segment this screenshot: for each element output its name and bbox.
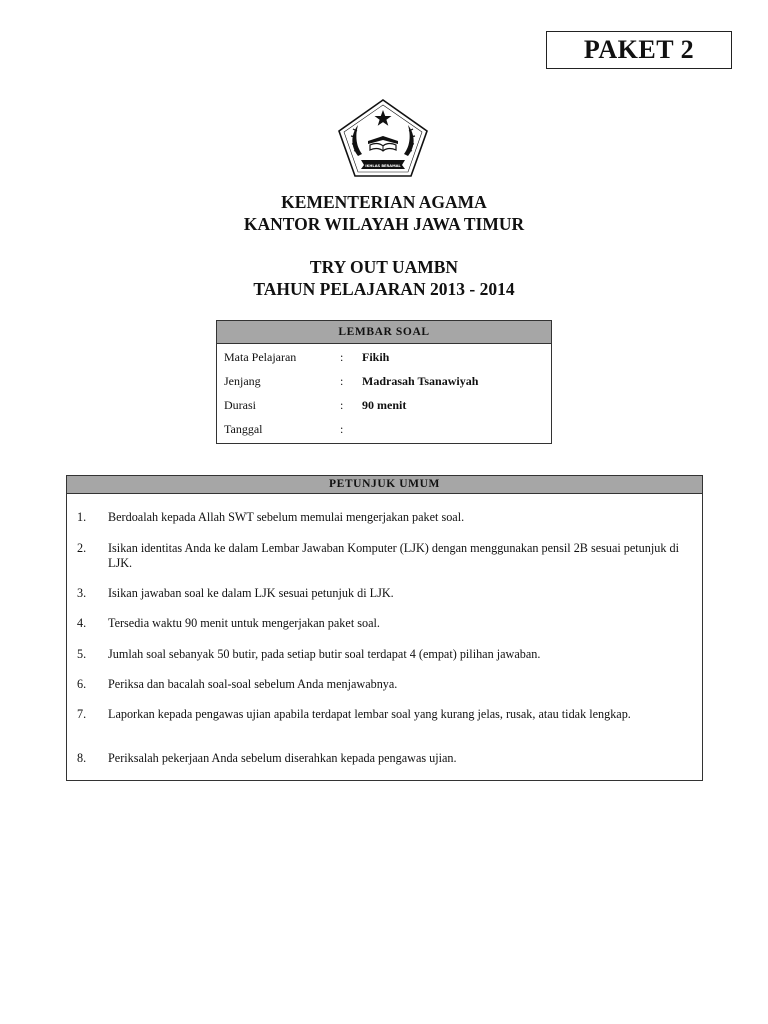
instruction-number: 3. [77,586,87,600]
info-label: Mata Pelajaran [224,350,297,364]
kementerian-agama-emblem-icon [336,98,430,178]
info-colon: : [340,350,344,364]
institution-line-1: KEMENTERIAN AGAMA [281,192,487,212]
instruction-number: 8. [77,751,87,765]
info-label: Jenjang [224,374,261,388]
instruction-text: Isikan jawaban soal ke dalam LJK sesuai petunjuk di LJK. [108,586,394,600]
paket-label: PAKET 2 [546,31,732,69]
lembar-soal-box [216,320,552,444]
instruction-text: Berdoalah kepada Allah SWT sebelum memulai mengerjakan paket soal. [108,510,465,524]
info-row-jenjang [217,369,551,393]
event-heading [0,256,768,300]
info-value: 90 menit [362,398,407,412]
info-colon: : [340,422,344,436]
instruction-text: Isikan identitas Anda ke dalam Lembar Jawaban Komputer (LJK) dengan menggunakan pensil 2B sesuai petunjuk di LJK. [108,541,679,570]
instruction-text: Jumlah soal sebanyak 50 butir, pada setiap butir soal terdapat 4 (empat) pilihan jawaban. [108,647,541,661]
info-value: Fikih [362,350,390,364]
info-label: Tanggal [224,422,263,436]
petunjuk-umum-box [66,475,703,781]
instruction-number: 2. [77,541,87,555]
instruction-text: Periksalah pekerjaan Anda sebelum diserahkan kepada pengawas ujian. [108,751,457,765]
petunjuk-umum-title: PETUNJUK UMUM [67,476,702,494]
lembar-soal-title: LEMBAR SOAL [217,321,551,344]
info-label: Durasi [224,398,256,412]
instruction-number: 5. [77,647,87,661]
institution-line-2: KANTOR WILAYAH JAWA TIMUR [243,214,525,234]
instruction-number: 7. [77,707,87,721]
emblem-ribbon-text: IKHLAS BERAMAL [365,164,401,168]
event-line-1: TRY OUT UAMBN [309,257,459,277]
event-line-2: TAHUN PELAJARAN 2013 - 2014 [253,279,515,299]
instruction-text: Tersedia waktu 90 menit untuk mengerjakan paket soal. [108,616,380,630]
info-row-tanggal [217,417,551,441]
instruction-text: Periksa dan bacalah soal-soal sebelum Anda menjawabnya. [108,677,398,691]
info-value: Madrasah Tsanawiyah [362,374,479,388]
instruction-number: 6. [77,677,87,691]
info-colon: : [340,398,344,412]
instruction-number: 1. [77,510,87,524]
instruction-number: 4. [77,616,87,630]
institution-heading [0,191,768,235]
info-row-durasi [217,393,551,417]
info-colon: : [340,374,344,388]
info-row-mata-pelajaran [217,345,551,369]
instruction-text: Laporkan kepada pengawas ujian apabila terdapat lembar soal yang kurang jelas, rusak, atau tidak lengkap. [108,707,631,721]
